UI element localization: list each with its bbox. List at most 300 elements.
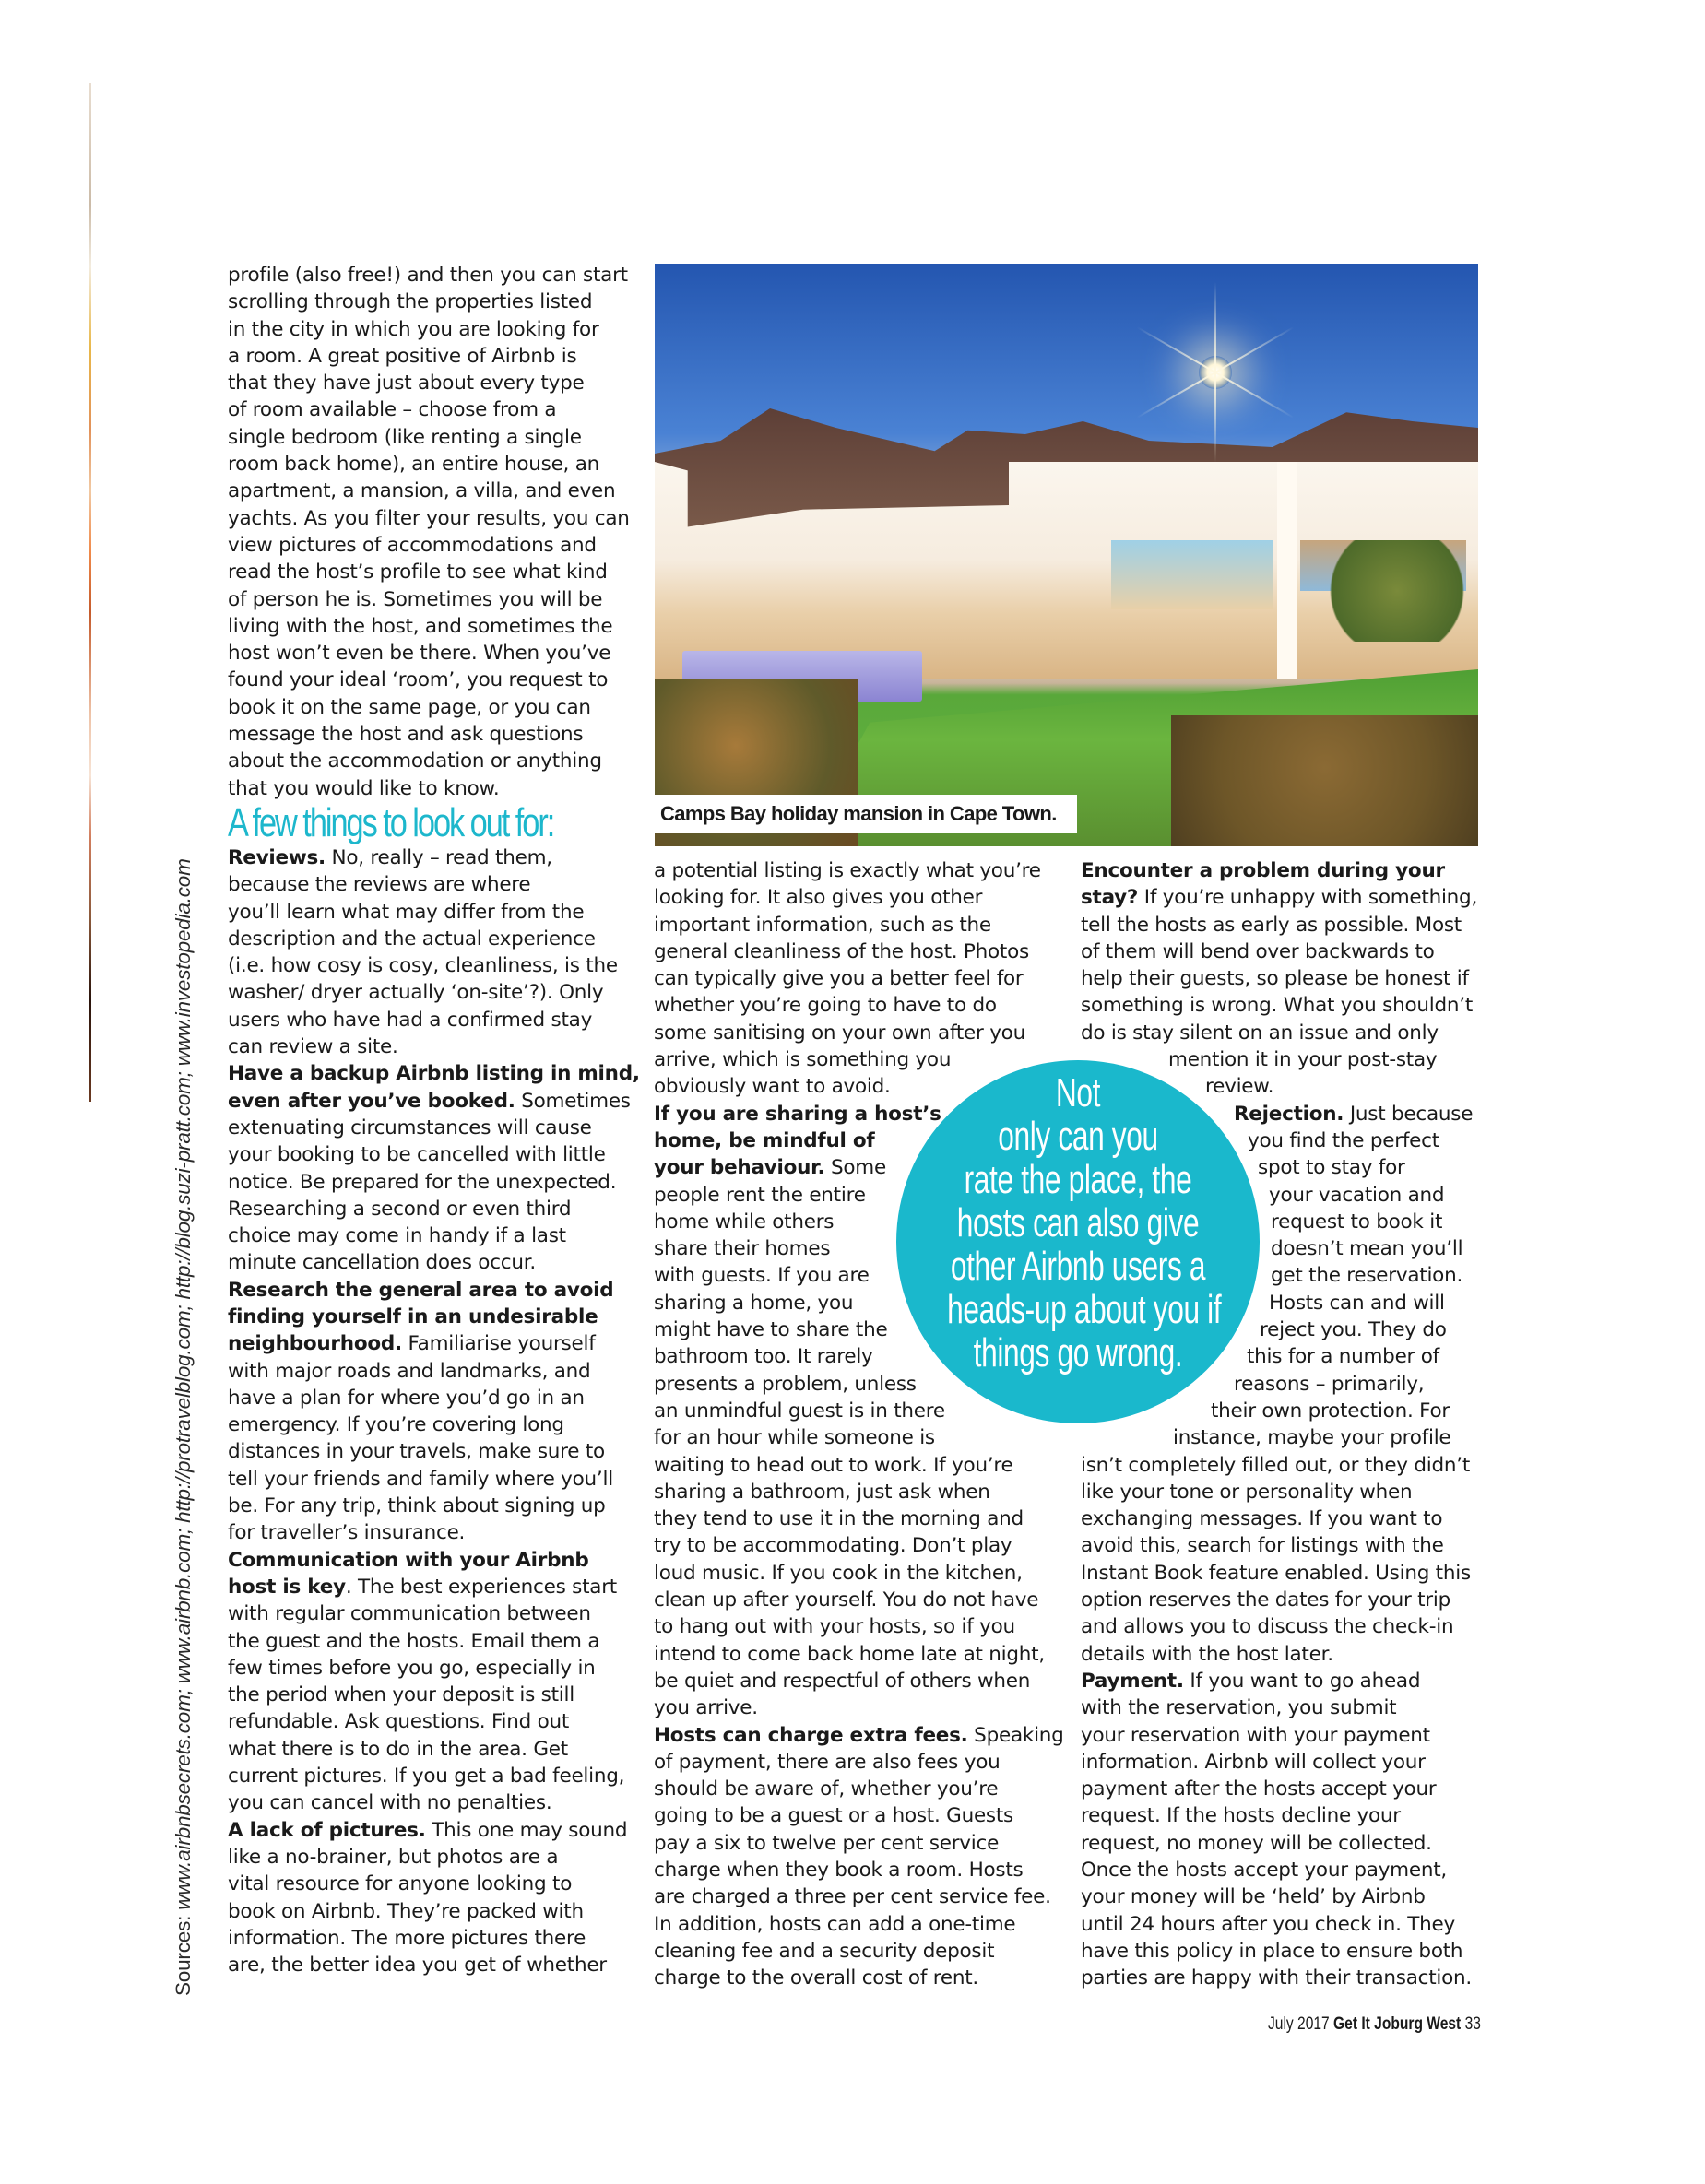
- body-text: like your tone or personality when: [1081, 1480, 1413, 1504]
- text-line: [1081, 1830, 1486, 1857]
- text-line: [654, 1020, 1060, 1046]
- text-line: [654, 1857, 1060, 1883]
- body-text: you find the perfect: [1248, 1128, 1439, 1152]
- text-line: [1081, 1668, 1486, 1694]
- body-text: be quiet and respectful of others when: [654, 1669, 1031, 1693]
- body-text: be. For any trip, think about signing up: [228, 1494, 606, 1518]
- pull-quote-line: other Airbnb users a: [950, 1244, 1206, 1289]
- body-text: refundable. Ask questions. Find out: [228, 1710, 570, 1734]
- body-text: book it on the same page, or you can: [228, 695, 591, 719]
- text-line: [228, 586, 633, 613]
- body-text: until 24 hours after you check in. They: [1081, 1912, 1455, 1936]
- text-line: [654, 857, 1060, 884]
- body-text: your booking to be cancelled with little: [228, 1143, 606, 1167]
- tip-title: Rejection.: [1234, 1102, 1344, 1126]
- text-line: [1081, 1479, 1486, 1505]
- body-text: their own protection. For: [1211, 1399, 1450, 1423]
- text-line: [228, 926, 633, 952]
- text-line: [228, 613, 633, 640]
- body-text: bathroom too. It rarely: [654, 1345, 873, 1369]
- body-text: obviously want to avoid.: [654, 1075, 891, 1099]
- body-text: emergency. If you’re covering long: [228, 1413, 564, 1437]
- body-text: yachts. As you filter your results, you can: [228, 506, 630, 530]
- text-line: [228, 1411, 633, 1438]
- text-line: [1081, 857, 1486, 884]
- body-text: review.: [1205, 1075, 1274, 1099]
- text-line: [654, 1452, 1060, 1479]
- text-line: [654, 1802, 1060, 1829]
- body-text: intend to come back home late at night,: [654, 1642, 1045, 1666]
- tip-title: A lack of pictures.: [228, 1818, 426, 1842]
- body-text: parties are happy with their transaction.: [1081, 1966, 1473, 1990]
- body-text: do is stay silent on an issue and only: [1081, 1021, 1439, 1045]
- body-text: isn’t completely filled out, or they didn’t: [1081, 1453, 1471, 1477]
- text-line: [228, 721, 633, 748]
- body-text: they tend to use it in the morning and: [654, 1507, 1024, 1531]
- text-line: [1081, 1776, 1486, 1802]
- body-text: If you’re unhappy with something,: [1138, 886, 1478, 910]
- tip-title: Research the general area to avoid: [228, 1278, 614, 1302]
- body-text: details with the host later.: [1081, 1642, 1333, 1666]
- body-text: No, really – read them,: [325, 845, 552, 869]
- photo-light-flare: [1199, 356, 1232, 389]
- body-text: Speaking: [967, 1723, 1064, 1747]
- text-line: [654, 1883, 1060, 1910]
- body-text: sharing a bathroom, just ask when: [654, 1480, 990, 1504]
- body-text: Some: [824, 1156, 886, 1180]
- text-line: [654, 1938, 1060, 1965]
- body-text: . The best experiences start: [345, 1575, 617, 1599]
- body-text: distances in your travels, make sure to: [228, 1440, 605, 1464]
- text-line: [228, 1358, 633, 1385]
- text-line: [228, 1115, 633, 1141]
- body-text: help their guests, so please be honest if: [1081, 967, 1469, 991]
- body-text: exchanging messages. If you want to: [1081, 1507, 1443, 1531]
- body-text: clean up after yourself. You do not have: [654, 1588, 1039, 1612]
- tip-extra-fees: [654, 1722, 1064, 1992]
- body-text: you’ll learn what may differ from the: [228, 900, 585, 924]
- text-line: [228, 871, 633, 898]
- text-line: [228, 532, 633, 559]
- body-text: message the host and ask questions: [228, 723, 584, 747]
- text-line: [654, 1830, 1060, 1857]
- text-line: [228, 316, 633, 343]
- body-text: information. Airbnb will collect your: [1081, 1750, 1426, 1774]
- text-line: [654, 1046, 1060, 1073]
- text-line: [228, 1952, 633, 1978]
- text-line: [228, 694, 633, 721]
- body-text: your money will be ‘held’ by Airbnb: [1081, 1885, 1426, 1909]
- body-text: request. If the hosts decline your: [1081, 1804, 1401, 1828]
- intro-paragraph: [228, 262, 633, 802]
- text-line: [228, 1033, 633, 1060]
- text-line: [228, 396, 633, 423]
- body-text: request to book it: [1271, 1210, 1443, 1234]
- body-text: instance, maybe your profile: [1173, 1426, 1451, 1450]
- body-text: a potential listing is exactly what you’re: [654, 859, 1041, 882]
- text-line: [228, 1871, 633, 1897]
- body-text: loud music. If you cook in the kitchen,: [654, 1561, 1023, 1585]
- body-text: Hosts can and will: [1269, 1291, 1445, 1315]
- photo-window: [1111, 540, 1273, 609]
- body-text: and allows you to discuss the check-in: [1081, 1615, 1454, 1639]
- text-line: [654, 1479, 1060, 1505]
- text-line: [228, 640, 633, 667]
- body-text: are charged a three per cent service fee.: [654, 1885, 1051, 1909]
- text-line: [228, 1222, 633, 1249]
- text-line: [1081, 992, 1486, 1019]
- body-text: you can cancel with no penalties.: [228, 1791, 552, 1815]
- text-line: [228, 899, 633, 926]
- body-text: choice may come in handy if a last: [228, 1224, 566, 1248]
- text-line: [228, 1249, 633, 1276]
- body-text: sharing a home, you: [654, 1291, 854, 1315]
- text-line: [1081, 1911, 1486, 1938]
- body-text: an unmindful guest is in there: [654, 1399, 945, 1423]
- article-column-3: [1081, 857, 1486, 1991]
- text-line: [228, 979, 633, 1006]
- tip-title: Encounter a problem during your: [1081, 859, 1445, 882]
- pull-quote-line: rate the place, the: [964, 1157, 1192, 1202]
- text-line: [1081, 912, 1486, 939]
- body-text: Once the hosts accept your payment,: [1081, 1858, 1447, 1882]
- page-edge-color-strip: [89, 83, 91, 1102]
- pull-quote-line: Not: [1055, 1070, 1101, 1116]
- body-text: scrolling through the properties listed: [228, 290, 593, 314]
- tip-title: host is key: [228, 1575, 346, 1599]
- text-line: [228, 1330, 633, 1357]
- text-line: [228, 775, 633, 802]
- text-line: [228, 1655, 633, 1682]
- body-text: reasons – primarily,: [1234, 1372, 1425, 1396]
- tip-title: Have a backup Airbnb listing in mind,: [228, 1062, 640, 1086]
- body-text: Researching a second or even third: [228, 1197, 572, 1221]
- footer-publication: Get It Joburg West: [1333, 2014, 1462, 2034]
- tip-title: Reviews.: [228, 845, 326, 869]
- body-text: payment after the hosts accept your: [1081, 1777, 1437, 1801]
- body-text: have this policy in place to ensure both: [1081, 1939, 1463, 1963]
- body-text: charge to the overall cost of rent.: [654, 1966, 978, 1990]
- text-line: [228, 748, 633, 774]
- body-text: Familiarise yourself: [401, 1332, 596, 1356]
- text-line: [228, 1682, 633, 1708]
- text-line: [228, 451, 633, 478]
- mansion-photo: [655, 264, 1478, 846]
- body-text: read the host’s profile to see what kind: [228, 561, 608, 584]
- body-text: for an hour while someone is: [654, 1426, 935, 1450]
- body-text: tell your friends and family where you’ll: [228, 1467, 613, 1491]
- body-text: are, the better idea you get of whether: [228, 1954, 607, 1977]
- body-text: option reserves the dates for your trip: [1081, 1588, 1451, 1612]
- text-line: [228, 1141, 633, 1168]
- text-line: [654, 1911, 1060, 1938]
- body-text: looking for. It also gives you other: [654, 886, 983, 910]
- continued-paragraph: [654, 857, 1060, 1101]
- text-line: [654, 1505, 1060, 1532]
- body-text: because the reviews are where: [228, 873, 531, 897]
- body-text: description and the actual experience: [228, 927, 596, 950]
- text-line: [654, 1722, 1064, 1749]
- text-line: [228, 1925, 633, 1952]
- body-text: extenuating circumstances will cause: [228, 1116, 592, 1139]
- text-line: [228, 1708, 633, 1735]
- text-line: [228, 505, 633, 532]
- text-line: [228, 1007, 633, 1033]
- text-line: [1081, 1802, 1486, 1829]
- body-text: tell the hosts as early as possible. Most: [1081, 913, 1462, 937]
- text-line: [1081, 1424, 1486, 1451]
- photo-shrubs: [1171, 715, 1478, 846]
- body-text: general cleanliness of the host. Photos: [654, 939, 1029, 963]
- body-text: host won’t even be there. When you’ve: [228, 642, 611, 666]
- text-line: [1081, 1505, 1486, 1532]
- body-text: notice. Be prepared for the unexpected.: [228, 1170, 617, 1194]
- text-line: [1081, 884, 1486, 911]
- text-line: [654, 1560, 1060, 1587]
- body-text: information. The more pictures there: [228, 1926, 586, 1950]
- body-text: for traveller’s insurance.: [228, 1521, 466, 1545]
- body-text: of them will bend over backwards to: [1081, 939, 1435, 963]
- body-text: If you want to go ahead: [1183, 1669, 1421, 1693]
- body-text: like a no-brainer, but photos are a: [228, 1845, 559, 1869]
- body-text: should be aware of, whether you’re: [654, 1777, 999, 1801]
- body-text: apartment, a mansion, a villa, and even: [228, 479, 616, 503]
- body-text: this for a number of: [1247, 1345, 1439, 1369]
- body-text: avoid this, search for listings with the: [1081, 1534, 1444, 1558]
- text-line: [228, 1196, 633, 1222]
- body-text: in the city in which you are looking for: [228, 317, 599, 341]
- body-text: Just because: [1344, 1102, 1474, 1126]
- text-line: [1081, 1965, 1486, 1991]
- text-line: [228, 1547, 633, 1574]
- text-line: [228, 1817, 633, 1844]
- photo-caption: Camps Bay holiday mansion in Cape Town.: [655, 795, 1077, 833]
- pull-quote-line: hosts can also give: [956, 1200, 1200, 1245]
- body-text: presents a problem, unless: [654, 1372, 917, 1396]
- body-text: This one may sound: [425, 1818, 628, 1842]
- text-line: [228, 1466, 633, 1493]
- body-text: share their homes: [654, 1237, 831, 1261]
- body-text: single bedroom (like renting a single: [228, 425, 582, 449]
- body-text: book on Airbnb. They’re packed with: [228, 1899, 584, 1923]
- article-column-1: [228, 262, 640, 1978]
- body-text: Instant Book feature enabled. Using this: [1081, 1561, 1471, 1585]
- body-text: have a plan for where you’d go in an: [228, 1386, 585, 1410]
- body-text: of room available – choose from a: [228, 398, 557, 422]
- body-text: of payment, there are also fees you: [654, 1750, 1001, 1774]
- text-line: [654, 965, 1060, 992]
- body-text: can review a site.: [228, 1035, 398, 1059]
- section-heading: A few things to look out for:: [228, 799, 554, 845]
- text-line: [654, 912, 1060, 939]
- footer-date: July 2017: [1268, 2014, 1330, 2034]
- body-text: few times before you go, especially in: [228, 1656, 596, 1680]
- body-text: cleaning fee and a security deposit: [654, 1939, 995, 1963]
- body-text: doesn’t mean you’ll: [1271, 1237, 1463, 1261]
- pull-quote-text: [896, 1071, 1260, 1375]
- text-line: [1081, 1749, 1486, 1776]
- sources-urls: www.airbnbsecrets.com; www.airbnb.com; http://protravelblog.com; http://blog.suzi-pratt.com; www.investopedia.com: [172, 858, 195, 1910]
- text-line: [228, 1574, 633, 1600]
- text-line: [228, 1628, 633, 1655]
- body-text: the period when your deposit is still: [228, 1683, 574, 1707]
- body-text: reject you. They do: [1260, 1318, 1447, 1342]
- body-text: home while others: [654, 1210, 835, 1234]
- body-text: what there is to do in the area. Get: [228, 1737, 568, 1761]
- text-line: [1081, 1532, 1486, 1559]
- text-line: [1081, 1046, 1486, 1073]
- body-text: In addition, hosts can add a one-time: [654, 1912, 1016, 1936]
- text-line: [1081, 1694, 1486, 1721]
- body-text: mention it in your post-stay: [1168, 1048, 1438, 1072]
- text-line: [654, 992, 1060, 1019]
- body-text: (i.e. how cosy is cosy, cleanliness, is the: [228, 954, 618, 978]
- text-line: [654, 1965, 1060, 1991]
- text-line: [228, 1519, 633, 1546]
- text-line: [1081, 965, 1486, 992]
- footer-page-number: 33: [1464, 2014, 1481, 2034]
- text-line: [654, 1668, 1060, 1694]
- text-line: [228, 1789, 633, 1816]
- text-line: [228, 1493, 633, 1519]
- body-text: a room. A great positive of Airbnb is: [228, 344, 577, 368]
- body-text: charge when they book a room. Hosts: [654, 1858, 1024, 1882]
- body-text: your reservation with your payment: [1081, 1723, 1430, 1747]
- body-text: some sanitising on your own after you: [654, 1021, 1025, 1045]
- tip-payment: [1081, 1668, 1486, 1992]
- body-text: that you would like to know.: [228, 776, 500, 800]
- body-text: pay a six to twelve per cent service: [654, 1831, 1000, 1855]
- tip-title: Communication with your Airbnb: [228, 1548, 589, 1572]
- body-text: room back home), an entire house, an: [228, 453, 600, 477]
- body-text: living with the host, and sometimes the: [228, 614, 613, 638]
- text-line: [654, 1641, 1060, 1668]
- tip-title: neighbourhood.: [228, 1332, 402, 1356]
- text-line: [228, 1277, 633, 1304]
- body-text: try to be accommodating. Don’t play: [654, 1534, 1012, 1558]
- text-line: [654, 1776, 1060, 1802]
- text-line: [228, 1438, 633, 1465]
- body-text: vital resource for anyone looking to: [228, 1872, 573, 1896]
- body-text: might have to share the: [654, 1318, 888, 1342]
- body-text: with guests. If you are: [654, 1264, 870, 1288]
- text-line: [654, 884, 1060, 911]
- text-line: [654, 1749, 1060, 1776]
- body-text: people rent the entire: [654, 1183, 866, 1207]
- article-column-2: [654, 857, 1064, 1991]
- body-text: arrive, which is something you: [654, 1048, 952, 1072]
- text-line: [654, 1587, 1060, 1613]
- tip-title: If you are sharing a host’s: [654, 1102, 941, 1126]
- text-line: [228, 478, 633, 504]
- text-line: [228, 370, 633, 396]
- text-line: [654, 939, 1060, 965]
- body-text: waiting to head out to work. If you’re: [654, 1453, 1013, 1477]
- text-line: [1081, 939, 1486, 965]
- text-line: [1081, 1722, 1486, 1749]
- text-line: [228, 952, 633, 979]
- body-text: about the accommodation or anything: [228, 750, 602, 773]
- body-text: Sometimes: [515, 1089, 631, 1113]
- text-line: [1081, 1641, 1486, 1668]
- pull-quote-line: things go wrong.: [973, 1330, 1183, 1375]
- body-text: with major roads and landmarks, and: [228, 1359, 591, 1383]
- body-text: the guest and the hosts. Email them a: [228, 1629, 600, 1653]
- text-line: [228, 1169, 633, 1196]
- body-text: with the reservation, you submit: [1081, 1696, 1397, 1720]
- text-line: [228, 559, 633, 585]
- text-line: [1081, 1560, 1486, 1587]
- body-text: current pictures. If you get a bad feeling,: [228, 1765, 625, 1789]
- text-line: [654, 1424, 1060, 1451]
- text-line: [228, 289, 633, 315]
- text-line: [228, 1304, 633, 1330]
- body-text: profile (also free!) and then you can start: [228, 264, 628, 287]
- text-line: [228, 1844, 633, 1871]
- text-line: [228, 424, 633, 451]
- body-text: whether you’re going to have to do: [654, 994, 997, 1018]
- body-text: you arrive.: [654, 1696, 758, 1720]
- tip-title: even after you’ve booked.: [228, 1089, 515, 1113]
- body-text: found your ideal ‘room’, you request to: [228, 668, 609, 692]
- text-line: [1081, 1938, 1486, 1965]
- text-line: [1081, 1883, 1486, 1910]
- body-text: spot to stay for: [1258, 1156, 1405, 1180]
- body-text: of person he is. Sometimes you will be: [228, 587, 603, 611]
- text-line: [654, 1694, 1060, 1721]
- text-line: [228, 1898, 633, 1925]
- text-line: [1081, 1452, 1486, 1479]
- text-line: [228, 262, 633, 289]
- body-text: important information, such as the: [654, 913, 991, 937]
- body-text: something is wrong. What you shouldn’t: [1081, 994, 1474, 1018]
- pull-quote-line: only can you: [998, 1114, 1158, 1159]
- text-line: [1081, 1587, 1486, 1613]
- tip-title: your behaviour.: [654, 1156, 825, 1180]
- body-text: view pictures of accommodations and: [228, 533, 597, 557]
- tips-list: [228, 844, 640, 1978]
- body-text: going to be a guest or a host. Guests: [654, 1804, 1014, 1828]
- text-line: [228, 1088, 633, 1115]
- photo-tree: [1319, 540, 1475, 642]
- body-text: minute cancellation does occur.: [228, 1251, 536, 1275]
- text-line: [228, 1060, 640, 1087]
- body-text: washer/ dryer actually ‘on-site’?). Only: [228, 981, 604, 1005]
- text-line: [228, 844, 633, 871]
- text-line: [228, 343, 633, 370]
- text-line: [228, 1736, 633, 1763]
- photo-pillar: [1277, 462, 1297, 679]
- tip-title: Hosts can charge extra fees.: [654, 1723, 968, 1747]
- pull-quote-circle: [896, 1060, 1260, 1423]
- text-line: [1081, 1613, 1486, 1640]
- body-text: get the reservation.: [1271, 1264, 1463, 1288]
- body-text: request, no money will be collected.: [1081, 1831, 1432, 1855]
- text-line: [228, 1763, 633, 1789]
- text-line: [654, 1613, 1060, 1640]
- text-line: [1081, 1020, 1486, 1046]
- page-footer: [1268, 2014, 1481, 2035]
- body-text: with regular communication between: [228, 1602, 591, 1626]
- sources-label: Sources:: [172, 1915, 195, 1996]
- body-text: your vacation and: [1269, 1183, 1445, 1207]
- text-line: [228, 1385, 633, 1411]
- text-line: [228, 1600, 633, 1627]
- tip-title: Payment.: [1081, 1669, 1184, 1693]
- text-line: [228, 667, 633, 693]
- pull-quote-line: heads-up about you if: [947, 1287, 1222, 1332]
- tip-title: finding yourself in an undesirable: [228, 1304, 598, 1328]
